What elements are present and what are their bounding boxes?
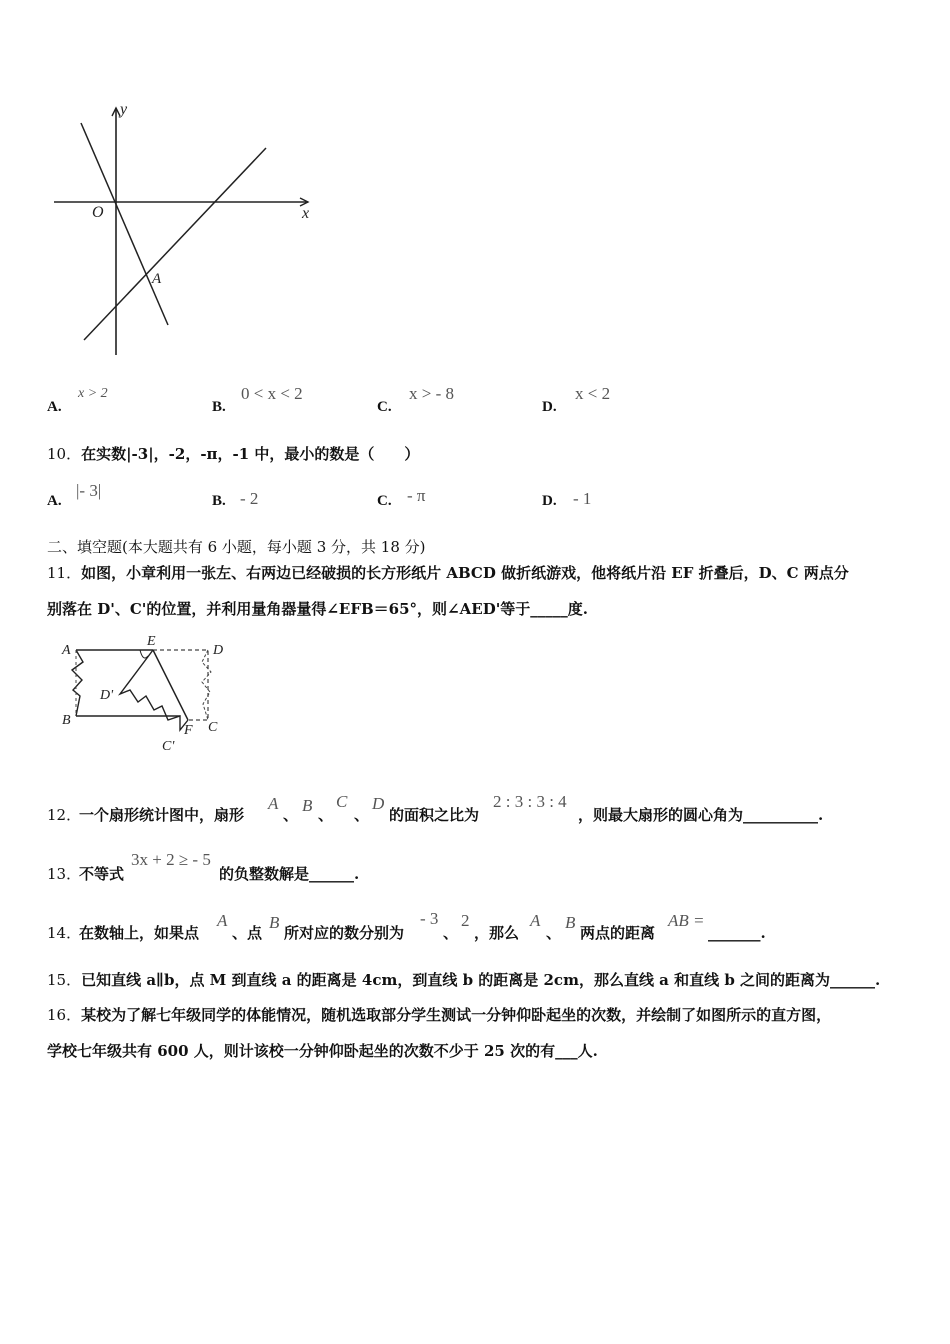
folded-flap — [120, 650, 188, 730]
q9-option-b-math: 0 < x < 2 — [241, 384, 303, 403]
angle-mark-e — [140, 650, 148, 658]
q10-option-c-label: C. — [377, 493, 392, 509]
q12-sector-c: C — [336, 792, 348, 811]
label-b: B — [62, 713, 71, 728]
q14-number-1: - 3 — [420, 909, 439, 928]
q16-line1 — [47, 1005, 831, 1025]
q10-question — [47, 444, 419, 464]
q12-sector-b: B — [302, 796, 313, 815]
q12-text-1: 一个扇形统计图中，扇形 — [79, 806, 245, 824]
left-torn-edge — [72, 650, 83, 716]
q16-number: 16． — [47, 1006, 82, 1024]
q9-graph — [50, 98, 320, 360]
q15-number: 15． — [47, 971, 82, 989]
section-title: 二、填空题(本大题共有 6 小题，每小题 3 分，共 18 分) — [47, 538, 426, 556]
label-d-prime: D' — [100, 688, 114, 703]
q13-text-2: 的负整数解是______. — [219, 865, 360, 883]
q14-point-b-2: B — [565, 913, 576, 932]
q16-text-1: 某校为了解七年级同学的体能情况，随机选取部分学生测试一分钟仰卧起坐的次数，并绘制了如图所示的直方图， — [81, 1006, 832, 1024]
label-f: F — [184, 723, 193, 738]
q12-sector-d: D — [372, 794, 385, 813]
q13-number: 13． — [47, 865, 82, 883]
q12-sep-3: 、 — [354, 806, 370, 824]
label-c-prime: C' — [162, 739, 175, 754]
q10-option-b-math: - 2 — [240, 489, 259, 508]
q11-folding-figure — [58, 634, 233, 758]
q10-option-a-math: |- 3| — [76, 481, 102, 500]
q14-text-7: 两点的距离 — [580, 924, 656, 942]
q12-ratio: 2 : 3 : 3 : 4 — [493, 792, 567, 811]
q14-text-6: 、 — [546, 924, 562, 942]
q9-option-a-label: A. — [47, 399, 62, 415]
q14-text-2: 、点 — [232, 924, 263, 942]
q12-sector-a: A — [268, 794, 279, 813]
q16-line2: 学校七年级共有 600 人，则计该校一分钟仰卧起坐的次数不少于 25 次的有___人. — [47, 1042, 598, 1060]
q10-option-d-math: - 1 — [573, 489, 592, 508]
q10-option-a-label: A. — [47, 493, 62, 509]
q14-point-b: B — [269, 913, 280, 932]
label-e: E — [147, 634, 156, 649]
q11-text-1: 如图，小章利用一张左、右两边已经破损的长方形纸片 ABCD 做折纸游戏，他将纸片沿 EF 折叠后，D、C 两点分 — [81, 564, 849, 582]
q10-number: 10． — [47, 445, 82, 463]
q14-point-a-2: A — [530, 911, 541, 930]
q14-text-8: _______. — [708, 924, 766, 942]
q14-text-3: 所对应的数分别为 — [284, 924, 405, 942]
q9-option-c-math: x > - 8 — [409, 384, 454, 403]
q14-text-1: 在数轴上，如果点 — [79, 924, 200, 942]
q9-option-d-math: x < 2 — [575, 384, 611, 403]
q9-option-c-label: C. — [377, 399, 392, 415]
q15-question — [47, 970, 880, 990]
q14-number: 14． — [47, 924, 82, 942]
fold-line-ef — [153, 650, 188, 720]
q14-point-a: A — [217, 911, 228, 930]
q10-stem: 在实数|-3|，-2，-π，-1 中，最小的数是（ ） — [81, 445, 420, 463]
label-a: A — [62, 643, 71, 658]
q14-text-5: ，那么 — [474, 924, 520, 942]
q10-option-b-label: B. — [212, 493, 226, 509]
y-label: y — [120, 101, 128, 118]
q14-text-4: 、 — [443, 924, 459, 942]
q9-option-d-label: D. — [542, 399, 557, 415]
q12-number: 12． — [47, 806, 82, 824]
q10-option-c-math: - π — [407, 486, 426, 505]
q12-text-3: ，则最大扇形的圆心角为__________. — [578, 806, 824, 824]
q12-sep-1: 、 — [283, 806, 299, 824]
label-c: C — [208, 720, 218, 735]
right-torn-edge — [202, 650, 211, 720]
q13-inequality: 3x + 2 ≥ - 5 — [131, 850, 211, 869]
q14-number-2: 2 — [461, 911, 470, 930]
q9-option-b-label: B. — [212, 399, 226, 415]
q11-number: 11． — [47, 564, 82, 582]
dashed-original-part — [153, 650, 208, 720]
q9-option-a-math: x > 2 — [78, 386, 108, 401]
label-d: D — [213, 643, 224, 658]
q15-text: 已知直线 a∥b，点 M 到直线 a 的距离是 4cm，到直线 b 的距离是 2cm，那么直线 a 和直线 b 之间的距离为______. — [81, 971, 881, 989]
point-a-label: A — [152, 271, 162, 287]
q14-ab: AB = — [668, 911, 705, 930]
q13-text-1: 不等式 — [79, 865, 125, 883]
q12-text-2: 的面积之比为 — [389, 806, 480, 824]
rising-line — [84, 148, 266, 340]
x-label: x — [302, 205, 310, 222]
q10-option-d-label: D. — [542, 493, 557, 509]
line-through-origin — [81, 123, 168, 325]
origin-label: O — [92, 204, 104, 221]
q11-line1 — [47, 563, 849, 583]
q12-sep-2: 、 — [318, 806, 334, 824]
q11-line2: 别落在 D'、C'的位置，并利用量角器量得∠EFB＝65°，则∠AED'等于_____度. — [47, 600, 589, 618]
